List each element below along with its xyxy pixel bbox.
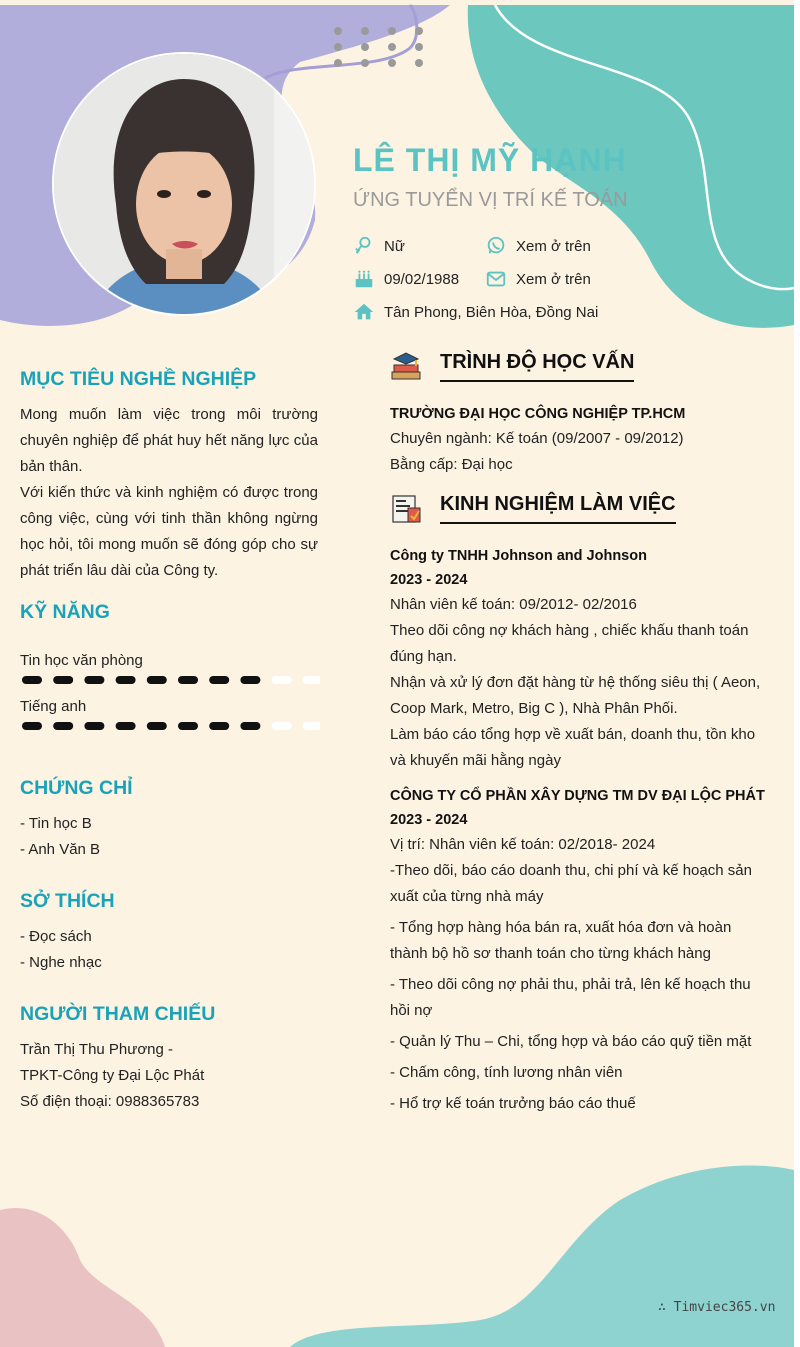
skill-dash-filled xyxy=(53,722,73,730)
reference-line: Số điện thoại: 0988365783 xyxy=(20,1093,200,1110)
education-degree: Bằng cấp: Đại học xyxy=(390,456,513,473)
job-period: 2023 - 2024 xyxy=(390,812,468,828)
skill-dash-filled xyxy=(209,676,229,684)
profile-photo-illustration xyxy=(54,54,314,314)
skill-level-bar xyxy=(20,673,320,687)
skill-name: Tiếng anh xyxy=(20,698,87,715)
skill-dash-filled xyxy=(116,722,136,730)
info-gender xyxy=(353,235,405,257)
skills-title: KỸ NĂNG xyxy=(20,601,110,623)
certificate-item: - Anh Văn B xyxy=(20,841,101,858)
info-email xyxy=(485,268,591,290)
job-description-line: - Hổ trợ kế toán trưởng báo cáo thuế xyxy=(390,1095,636,1112)
job-description-line: Làm báo cáo tổng hợp về xuất bán, doanh thu, tồn kho và khuyến mãi hằng ngày xyxy=(390,726,756,769)
job-description-line: Theo dõi công nợ khách hàng , chiếc khấu thanh toán đúng hạn. xyxy=(390,622,749,665)
references-title: NGƯỜI THAM CHIẾU xyxy=(20,1003,216,1025)
reference-line: Trần Thị Thu Phương - xyxy=(20,1041,174,1058)
skill-dash-empty xyxy=(272,676,292,684)
skill-dash-filled xyxy=(240,676,260,684)
job-period: 2023 - 2024 xyxy=(390,572,468,588)
skill-dash-filled xyxy=(147,722,167,730)
reference-line: TPKT-Công ty Đại Lộc Phát xyxy=(20,1067,205,1084)
birthday-cake-icon xyxy=(353,268,375,290)
objective-title: MỤC TIÊU NGHỀ NGHIỆP xyxy=(20,368,257,390)
pink-blob xyxy=(0,1208,165,1347)
teal-bottom-blob xyxy=(290,1165,794,1347)
briefcase-icon xyxy=(390,492,422,524)
job-description-line: - Quản lý Thu – Chi, tổng hợp và báo cáo quỹ tiền mặt xyxy=(390,1033,752,1050)
job-position: Vị trí: Nhân viên kế toán: 02/2018- 2024 xyxy=(390,836,656,853)
candidate-name: LÊ THỊ MỸ HẠNH xyxy=(353,142,627,178)
job-company: CÔNG TY CỔ PHẦN XÂY DỰNG TM DV ĐẠI LỘC PHÁT xyxy=(390,788,765,804)
hobby-item: - Nghe nhạc xyxy=(20,954,102,971)
skill-dash-filled xyxy=(84,676,104,684)
job-company: Công ty TNHH Johnson and Johnson xyxy=(390,548,647,564)
skill-dash-filled xyxy=(116,676,136,684)
phone-text: Xem ở trên xyxy=(516,237,591,255)
skill-name: Tin học văn phòng xyxy=(20,652,143,669)
hobby-item: - Đọc sách xyxy=(20,928,92,945)
skill-level-bar xyxy=(20,719,320,733)
info-phone xyxy=(485,235,591,257)
objective-paragraph-2: Với kiến thức và kinh nghiệm có được trong công việc, cùng với tinh thần không ngừng học hỏi, tôi mong muốn sẽ đóng góp cho sự phát triển lâu dài của Công ty. xyxy=(20,484,318,579)
skill-dash-filled xyxy=(178,676,198,684)
skill-dash-filled xyxy=(53,676,73,684)
books-icon xyxy=(390,350,422,382)
skill-dash-filled xyxy=(22,722,42,730)
experience-heading xyxy=(390,492,676,524)
job-position: Nhân viên kế toán: 09/2012- 02/2016 xyxy=(390,596,637,613)
info-address xyxy=(353,301,598,323)
skill-dash-filled xyxy=(178,722,198,730)
job-description-line: -Theo dõi, báo cáo doanh thu, chi phí và kế hoạch sản xuất của từng nhà máy xyxy=(390,862,752,905)
mail-icon xyxy=(485,268,507,290)
experience-title: KINH NGHIỆM LÀM VIỆC xyxy=(440,493,676,524)
candidate-role: ỨNG TUYỂN VỊ TRÍ KẾ TOÁN xyxy=(353,189,628,211)
info-birthday xyxy=(353,268,459,290)
home-icon xyxy=(353,301,375,323)
skill-dash-filled xyxy=(22,676,42,684)
birthday-text: 09/02/1988 xyxy=(384,270,460,288)
school-name: TRƯỜNG ĐẠI HỌC CÔNG NGHIỆP TP.HCM xyxy=(390,406,686,422)
skill-dash-empty xyxy=(303,722,320,730)
job-description-line: Nhận và xử lý đơn đặt hàng từ hệ thống siêu thị ( Aeon, Coop Mark, Metro, Big C ), Nhà Phân Phối. xyxy=(390,674,761,717)
objective-paragraph-1: Mong muốn làm việc trong môi trường chuyên nghiệp để phát huy hết năng lực của bản thân. xyxy=(20,406,318,475)
skill-dash-filled xyxy=(240,722,260,730)
skill-dash-filled xyxy=(209,722,229,730)
skill-dash-filled xyxy=(147,676,167,684)
job-description-line: - Theo dõi công nợ phải thu, phải trả, lên kế hoạch thu hồi nợ xyxy=(390,976,751,1019)
email-text: Xem ở trên xyxy=(516,270,591,288)
job-description-line: - Chấm công, tính lương nhân viên xyxy=(390,1064,623,1081)
watermark: ∴ Timviec365.vn xyxy=(658,1300,776,1315)
education-title: TRÌNH ĐỘ HỌC VẤN xyxy=(440,351,634,382)
gender-icon xyxy=(353,235,375,257)
education-heading xyxy=(390,350,634,382)
education-major: Chuyên ngành: Kế toán (09/2007 - 09/2012) xyxy=(390,430,684,447)
skill-dash-empty xyxy=(303,676,320,684)
profile-photo xyxy=(52,52,316,316)
job-description-line: - Tổng hợp hàng hóa bán ra, xuất hóa đơn và hoàn thành bộ hồ sơ thanh toán cho từng khách hàng xyxy=(390,919,732,962)
skill-dash-empty xyxy=(272,722,292,730)
certificates-title: CHỨNG CHỈ xyxy=(20,777,133,799)
skill-dash-filled xyxy=(84,722,104,730)
certificate-item: - Tin học B xyxy=(20,815,92,832)
hobbies-title: SỞ THÍCH xyxy=(20,890,115,912)
address-text: Tân Phong, Biên Hòa, Đồng Nai xyxy=(384,303,599,321)
gender-text: Nữ xyxy=(384,237,405,255)
whatsapp-icon xyxy=(485,235,507,257)
